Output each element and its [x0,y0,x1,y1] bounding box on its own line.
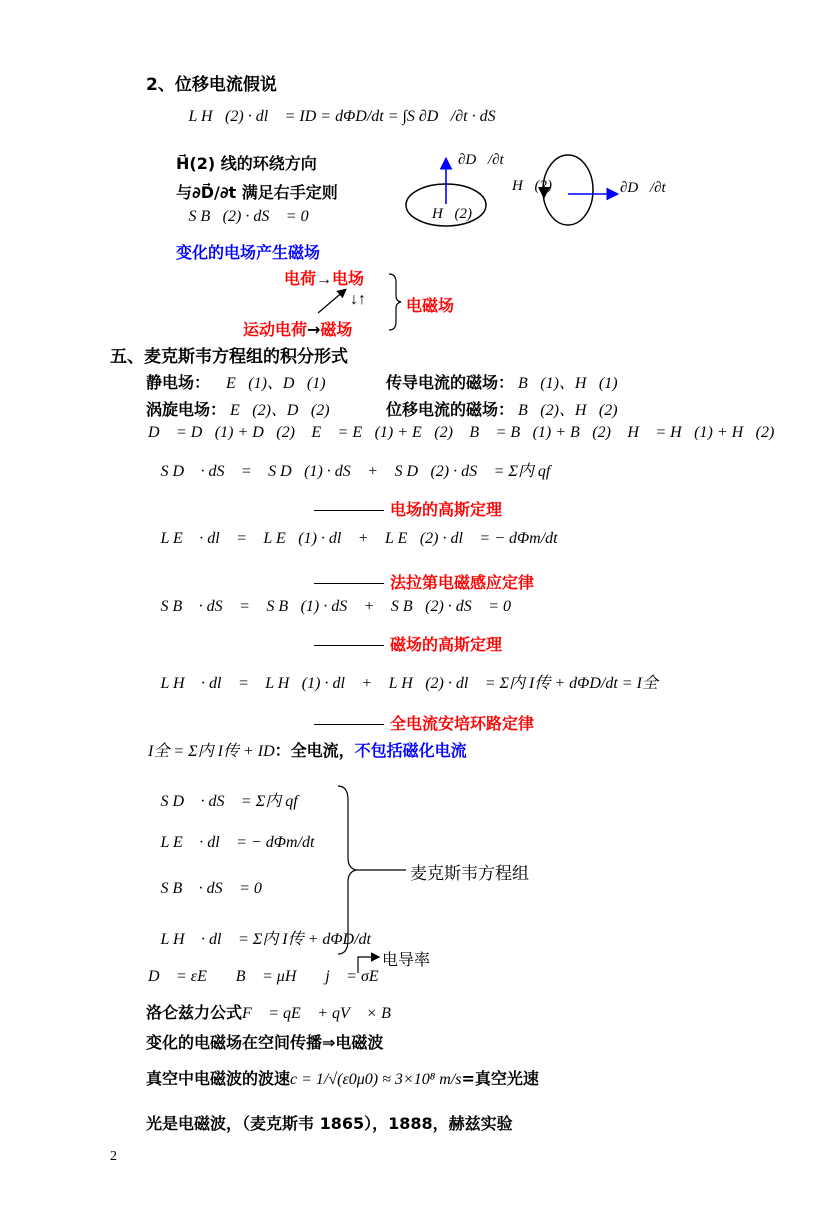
total-current-note: 不包括磁化电流 [354,741,467,760]
arrow-right-top: → [316,271,333,288]
em-diagram-top-row [284,266,364,289]
diagonal-arrow [318,290,345,313]
label-ampere [314,711,534,734]
lorentz-row [146,1000,403,1023]
total-current-eq: I全 = Σ内 I传 + ID [148,743,275,760]
disp-b-label: 位移电流的磁场： [386,400,515,419]
wave-speed-label: 真空中电磁波的波速 [146,1069,291,1088]
cond-b-row [386,370,618,393]
label-faraday-text: 法拉第电磁感应定律 [390,573,535,592]
wave-speed-equation: c = 1/√(ε0μ0) ≈ 3×10⁸ m/s [290,1071,462,1088]
fig1-h2-label: H⃗(2) [432,206,472,222]
wave-speed-row [146,1066,539,1089]
maxwell-group-label: 麦克斯韦方程组 [410,864,529,884]
e-field-text: 电场 [332,269,365,288]
equation-gauss-b2: ∮S B⃗(2) · dS⃗ = 0 [176,208,309,225]
equation-gauss-e: ∮S D⃗ · dS⃗ = ∮S D⃗(1) · dS⃗ + ∮S D⃗(2) · dS⃗ = Σ内 qf [148,463,551,480]
static-e-fields: E⃗(1)、D⃗(1)， [226,375,338,392]
total-current-label: ：全电流， [274,741,355,760]
total-current-row [148,738,467,761]
label-ampere-text: 全电流安培环路定律 [390,714,535,733]
text-right-hand-rule: 与∂D⃗/∂t 满足右手定则 [176,183,338,202]
charge-text: 电荷 [284,269,317,288]
maxwell-eq-1: ∮S D⃗ · dS⃗ = Σ内 qf [148,793,298,810]
static-e-label: 静电场： [146,373,211,392]
text-h2-direction: H⃗(2) 线的环绕方向 [176,154,317,173]
cond-b-fields: B⃗(1)、H⃗(1) [518,375,618,392]
fig2-dD-dt-label: ∂D⃗/∂t [620,180,666,196]
vortex-field-row [146,397,342,420]
section-title-displacement-current: 2、位移电流假说 [146,75,277,95]
label-gauss-b [314,632,502,655]
conductivity-label: 电导率 [382,950,431,969]
equation-ampere: ∮L H⃗ · dl⃗ = ∮L H⃗(1) · dl⃗ + ∮L H⃗(2) · dl⃗ = Σ内 I传 + dΦD/dt = I全 [148,675,658,692]
maxwell-eq-3: ∮S B⃗ · dS⃗ = 0 [148,880,262,897]
vertical-arrows: ↓↑ [350,291,366,308]
label-faraday [314,570,534,593]
fig2-h2-label: H⃗(2) [512,178,552,194]
static-field-row [146,370,338,393]
history-line: 光是电磁波，（麦克斯韦 1865），1888，赫兹实验 [146,1114,513,1133]
moving-charge-text: 运动电荷 [243,320,308,339]
text-changing-e-field-produces-b: 变化的电场产生磁场 [176,243,321,262]
equation-gauss-b: ∮S B⃗ · dS⃗ = ∮S B⃗(1) · dS⃗ + ∮S B⃗(2) · dS⃗ = 0 [148,598,512,615]
b-field-text: 磁场 [320,320,353,339]
equation-displacement-current: ∮L H⃗(2) · dl⃗ = ID = dΦD/dt = ∫S ∂D⃗/∂t · dS⃗ [176,108,509,125]
lorentz-label: 洛仑兹力公式 [146,1003,243,1022]
constitutive-relations: D⃗ = εE⃗， B⃗ = μH⃗， j⃗ = σE⃗ [148,968,392,985]
page-number: 2 [110,1149,117,1164]
equation-faraday: ∮L E⃗ · dl⃗ = ∮L E⃗(1) · dl⃗ + ∮L E⃗(2) · dl⃗ = − dΦm/dt [148,530,558,547]
label-gauss-b-text: 磁场的高斯定理 [390,635,503,654]
fig1-dD-dt-label: ∂D⃗/∂t [458,152,504,168]
label-gauss-e-text: 电场的高斯定理 [390,500,503,519]
vortex-e-label: 涡旋电场： [146,400,227,419]
em-field-group-label: 电磁场 [406,296,455,315]
cond-b-label: 传导电流的磁场： [386,373,515,392]
em-field-brace [389,274,401,330]
disp-b-row [386,397,618,420]
em-diagram-bottom-row [243,317,352,340]
lorentz-equation: F⃗ = qE⃗ + qV⃗ × B⃗ [242,1005,404,1022]
arrow-right-bottom: → [307,320,321,339]
disp-b-fields: B⃗(2)、H⃗(2) [518,402,618,419]
maxwell-eq-2: ∮L E⃗ · dl⃗ = − dΦm/dt [148,834,315,851]
em-wave-line: 变化的电磁场在空间传播⇒电磁波 [146,1033,384,1052]
label-gauss-e [314,497,502,520]
wave-speed-suffix: =真空光速 [461,1069,539,1088]
maxwell-eq-4: ∮L H⃗ · dl⃗ = Σ内 I传 + dΦD/dt [148,931,372,948]
superposition-equations: D⃗ = D⃗(1) + D⃗(2)， E⃗ = E⃗(1) + E⃗(2)， B⃗ = B⃗(1) + B⃗(2)， H⃗ = H⃗(1) + H⃗(2) [148,424,775,441]
section-title-maxwell-integral: 五、麦克斯韦方程组的积分形式 [110,347,348,367]
vortex-e-fields: E⃗(2)、D⃗(2)， [230,402,342,419]
